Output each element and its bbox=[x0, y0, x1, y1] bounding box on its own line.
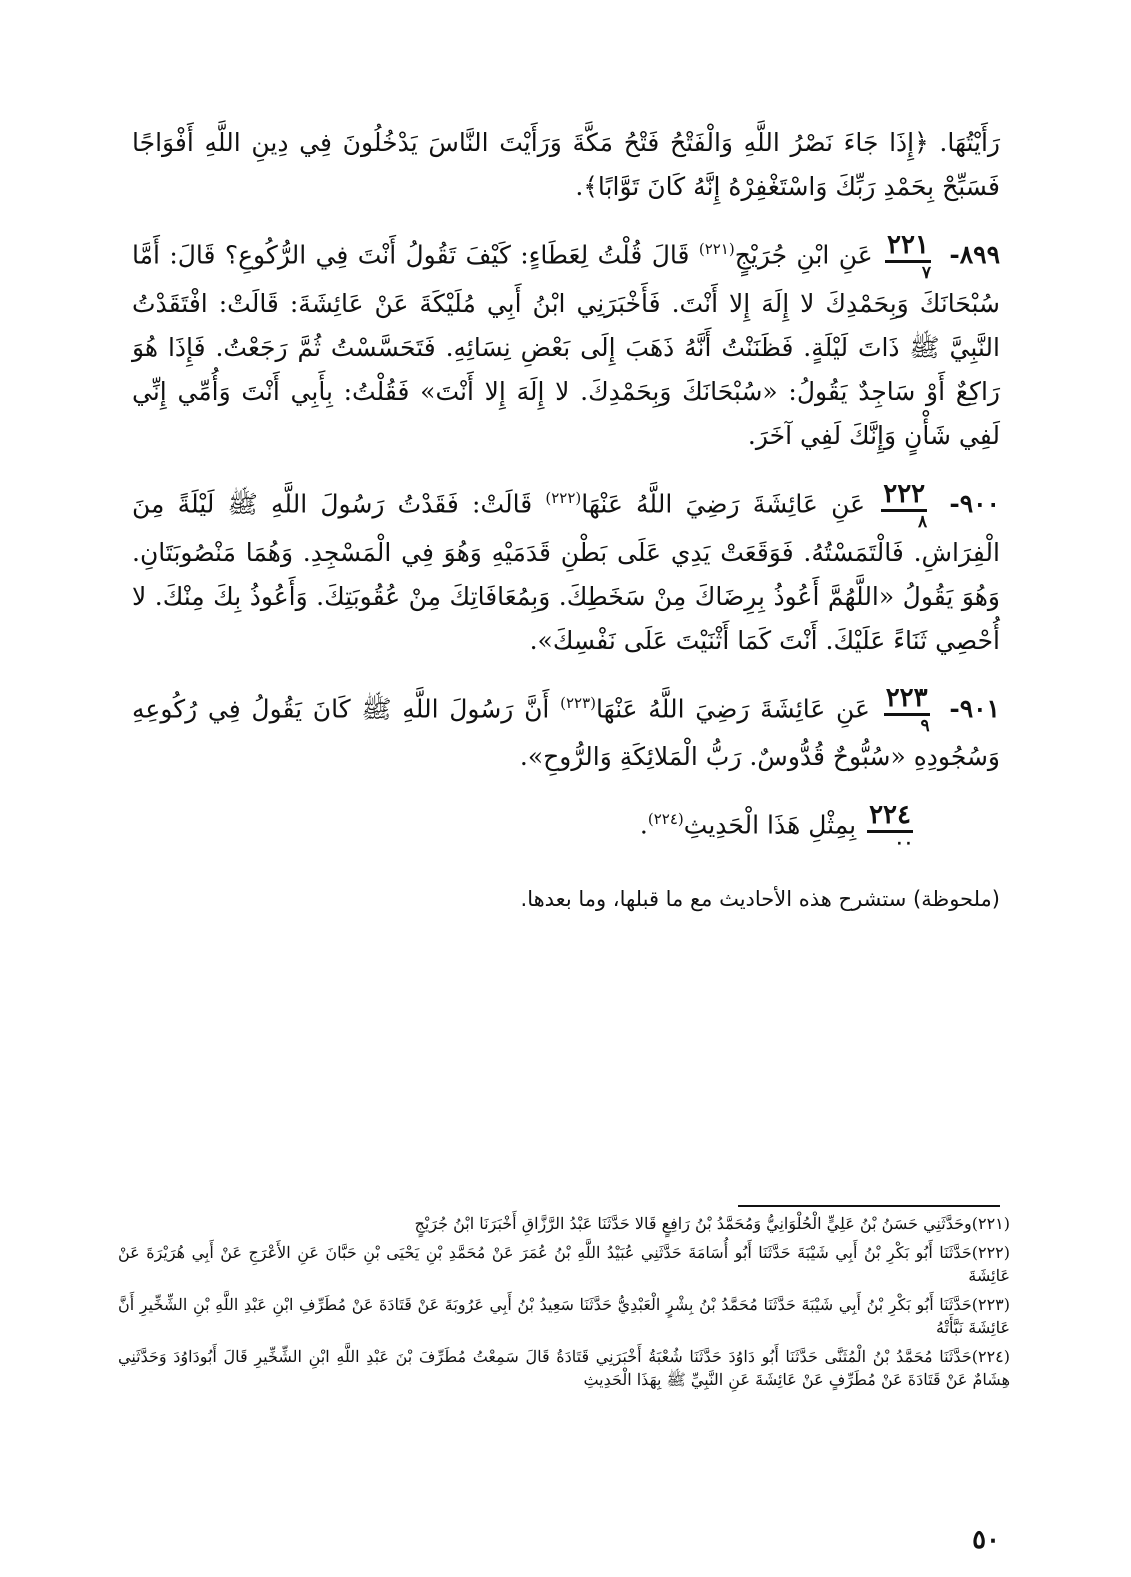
footnote-ref: (٢٢٤) bbox=[647, 810, 684, 829]
hadith-224-extra bbox=[132, 797, 1000, 852]
fraction-numerator: ٢٢٢ bbox=[881, 481, 927, 512]
footnote-ref: (٢٢١) bbox=[698, 240, 735, 258]
page-number: ٥٠ bbox=[972, 1525, 1000, 1555]
hadith-intro: عَنِ عَائِشَةَ رَضِيَ اللَّهُ عَنْهَا bbox=[581, 489, 866, 519]
footnote-text: حَدَّثَنَا مُحَمَّدُ بْنُ الْمُثَنَّى حَدَّثَنَا أَبُو دَاوُدَ حَدَّثَنَا شُعْبَةُ أَخْبَرَنِي قَتَادَةُ قَالَ سَمِعْتُ مُطَرِّفَ بْنَ عَبْدِ اللَّهِ ابْنِ الشِّخِّيرِ قَالَ أَبُودَاوُدَ وَحَدَّثَنِي هِشَامٌ عَنْ قَتَادَةَ عَنْ مُطَرِّفٍ عَنْ عَائِشَةَ عَنِ النَّبِيِّ ﷺ بِهَذَا الْحَدِيثِ bbox=[118, 1347, 1010, 1389]
remark-note: (ملحوظة) ستشرح هذه الأحاديث مع ما قبلها، وما بعدها. bbox=[520, 887, 1000, 911]
footnotes bbox=[118, 1212, 1010, 1397]
hadith-901 bbox=[132, 681, 1000, 780]
footnote-222 bbox=[118, 1241, 1010, 1287]
hadith-fraction bbox=[881, 478, 928, 532]
fraction-numerator: ٢٢١ bbox=[885, 232, 931, 263]
fraction-denominator: ٠٠ bbox=[894, 833, 913, 854]
hadith-number: ٨٩٩- bbox=[949, 240, 1001, 270]
footnote-221 bbox=[118, 1212, 1010, 1235]
footnote-text: وحَدَّثَنِي حَسَنُ بْنُ عَلِيٍّ الْحُلْوَانِيُّ وَمُحَمَّدُ بْنُ رَافِعٍ قَالا حَدَّثَنَا عَبْدُ الرَّزَّاقِ أَخْبَرَنَا ابْنُ جُرَيْجٍ bbox=[414, 1214, 972, 1233]
footnote-223 bbox=[118, 1293, 1010, 1339]
hadith-fraction bbox=[867, 802, 913, 852]
footnote-label: (٢٢١) bbox=[971, 1214, 1010, 1233]
hadith-body: قَالَتْ: فَقَدْتُ رَسُولَ اللَّهِ ﷺ لَيْلَةً مِنَ الْفِرَاشِ. فَالْتَمَسْتُهُ. فَوَقَعَتْ يَدِي عَلَى بَطْنِ قَدَمَيْهِ وَهُوَ فِي الْمَسْجِدِ. وَهُمَا مَنْصُوبَتَانِ. وَهُوَ يَقُولُ «اللَّهُمَّ أَعُوذُ بِرِضَاكَ مِنْ سَخَطِكَ. وَبِمُعَافَاتِكَ مِنْ عُقُوبَتِكَ. وَأَعُوذُ بِكَ مِنْكَ. لا أُحْصِي ثَنَاءً عَلَيْكَ. أَنْتَ كَمَا أَثْنَيْتَ عَلَى نَفْسِكَ». bbox=[132, 489, 1000, 655]
footnote-ref: (٢٢٣) bbox=[560, 693, 596, 712]
hadith-intro: عَنِ ابْنِ جُرَيْجٍ bbox=[734, 240, 873, 270]
footnote-label: (٢٢٢) bbox=[971, 1243, 1010, 1262]
verse-paragraph: رَأَيْتُهَا. ﴿إِذَا جَاءَ نَصْرُ اللَّهِ وَالْفَتْحُ فَتْحُ مَكَّةَ وَرَأَيْتَ النَّاسَ يَدْخُلُونَ فِي دِينِ اللَّهِ أَفْوَاجًا فَسَبِّحْ بِحَمْدِ رَبِّكَ وَاسْتَغْفِرْهُ إِنَّهُ كَانَ تَوَّابًا﴾. bbox=[132, 128, 1000, 201]
hadith-body: قَالَ قُلْتُ لِعَطَاءٍ: كَيْفَ تَقُولُ أَنْتَ فِي الرُّكُوعِ؟ قَالَ: أَمَّا سُبْحَانَكَ وَبِحَمْدِكَ لا إِلَهَ إِلا أَنْتَ. فَأَخْبَرَنِي ابْنُ أَبِي مُلَيْكَةَ عَنْ عَائِشَةَ: قَالَتْ: افْتَقَدْتُ النَّبِيَّ ﷺ ذَاتَ لَيْلَةٍ. فَظَنَنْتُ أَنَّهُ ذَهَبَ إِلَى بَعْضِ نِسَائِهِ. فَتَحَسَّسْتُ ثُمَّ رَجَعْتُ. فَإِذَا هُوَ رَاكِعٌ أَوْ سَاجِدٌ يَقُولُ: «سُبْحَانَكَ وَبِحَمْدِكَ. لا إِلَهَ إِلا أَنْتَ» فَقُلْتُ: بِأَبِي أَنْتَ وَأُمِّي إِنِّي لَفِي شَأْنٍ وَإِنَّكَ لَفِي آخَرَ. bbox=[132, 240, 1000, 450]
hadith-900 bbox=[132, 476, 1000, 663]
hadith-body: بِمِثْلِ هَذَا الْحَدِيثِ bbox=[683, 810, 857, 840]
footnote-ref: (٢٢٢) bbox=[545, 488, 582, 507]
footnote-label: (٢٢٤) bbox=[971, 1347, 1011, 1366]
hadith-number: ٩٠٠- bbox=[949, 489, 1000, 519]
fraction-numerator: ٢٢٤ bbox=[867, 802, 913, 833]
fraction-denominator: ٧ bbox=[921, 262, 931, 283]
footnote-text: حَدَّثَنَا أَبُو بَكْرِ بْنُ أَبِي شَيْبَةَ حَدَّثَنَا أَبُو أُسَامَةَ حَدَّثَنِي عُبَيْدُ اللَّهِ بْنُ عُمَرَ عَنْ مُحَمَّدِ بْنِ يَحْيَى بْنِ حَبَّانَ عَنِ الأَعْرَجِ عَنْ أَبِي هُرَيْرَةَ عَنْ عَائِشَةَ bbox=[118, 1243, 1010, 1285]
sentence-end: . bbox=[639, 810, 648, 840]
footnote-224 bbox=[118, 1345, 1010, 1391]
hadith-899 bbox=[132, 227, 1000, 458]
footnote-text: حَدَّثَنَا أَبُو بَكْرِ بْنُ أَبِي شَيْبَةَ حَدَّثَنَا مُحَمَّدُ بْنُ بِشْرٍ الْعَبْدِيُّ حَدَّثَنَا سَعِيدُ بْنُ أَبِي عَرُوبَةَ عَنْ قَتَادَةَ عَنْ مُطَرِّفِ ابْنِ عَبْدِ اللَّهِ بْنِ الشِّخِّيرِ أَنَّ عَائِشَةَ نَبَّأَتْهُ bbox=[118, 1295, 1010, 1337]
hadith-fraction bbox=[885, 229, 931, 283]
main-text bbox=[132, 121, 1000, 870]
fraction-denominator: ٨ bbox=[918, 511, 928, 532]
hadith-fraction bbox=[884, 685, 930, 735]
hadith-number: ٩٠١- bbox=[949, 693, 1000, 723]
fraction-numerator: ٢٢٣ bbox=[884, 685, 930, 716]
fraction-denominator: ٩ bbox=[920, 716, 930, 737]
hadith-intro: عَنِ عَائِشَةَ رَضِيَ اللَّهُ عَنْهَا bbox=[596, 693, 870, 723]
hadith-body: أَنَّ رَسُولَ اللَّهِ ﷺ كَانَ يَقُولُ فِي رُكُوعِهِ وَسُجُودِهِ «سُبُّوحٌ قُدُّوسٌ. رَبُّ الْمَلائِكَةِ وَالرُّوحِ». bbox=[132, 693, 1000, 772]
footnote-label: (٢٢٣) bbox=[971, 1295, 1010, 1314]
footnote-divider bbox=[738, 1205, 1000, 1207]
